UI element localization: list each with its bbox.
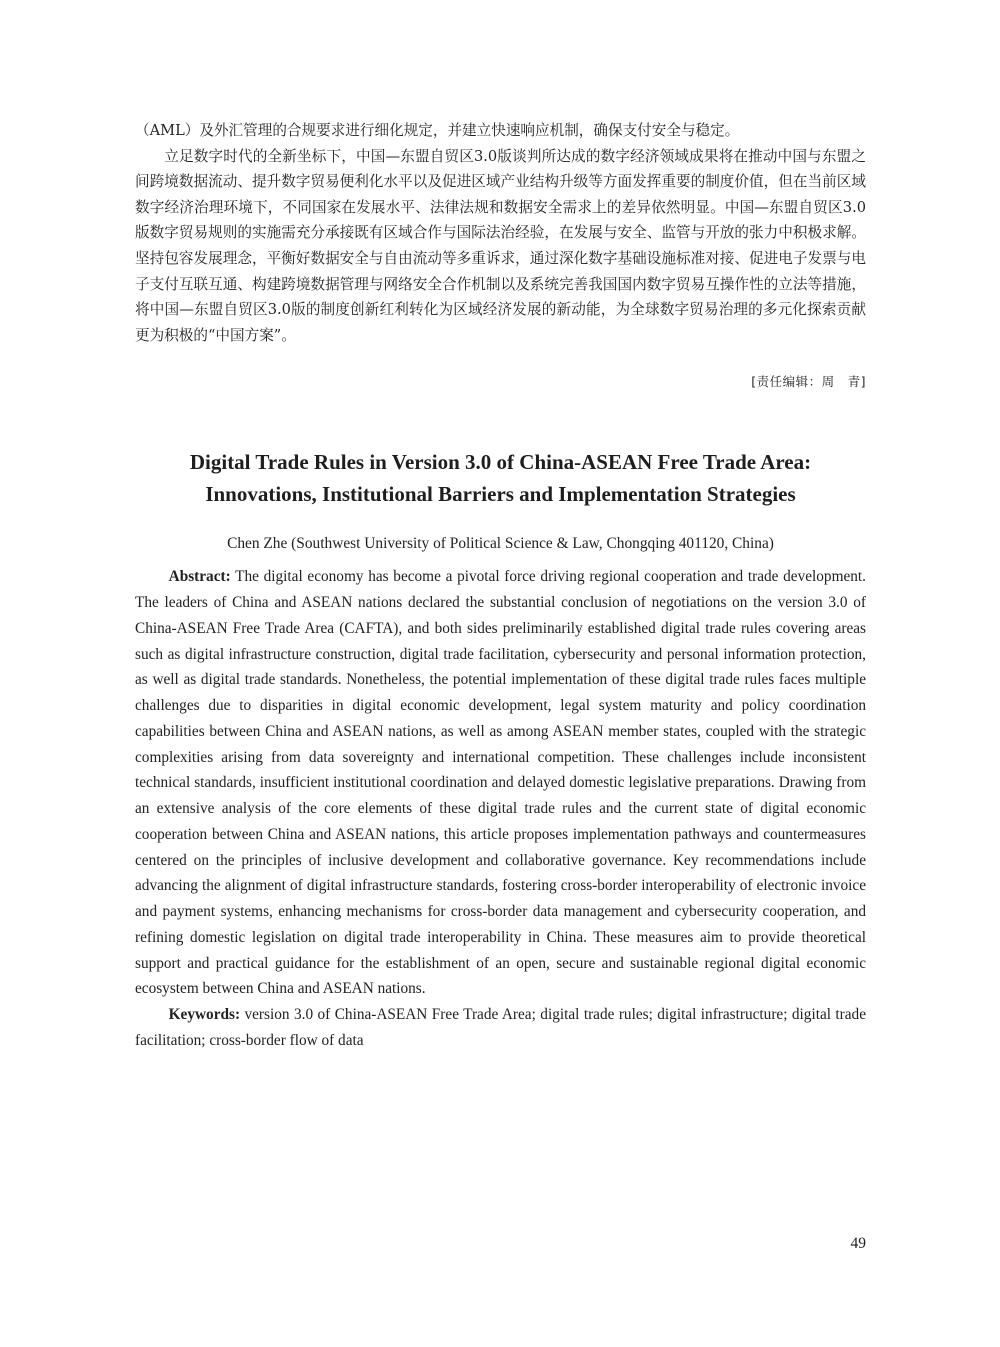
editor-credit: [责任编辑：周 青] (751, 374, 866, 390)
abstract-paragraph (135, 564, 866, 1002)
abstract-text: The digital economy has become a pivotal force driving regional cooperation and trade development. The leaders of China and ASEAN nations declared the substantial conclusion of negotiations on the version 3.0 of China-ASEAN Free Trade Area (CAFTA), and both sides preliminarily established digital trade rules covering areas such as digital infrastructure construction, digital trade facilitation, cybersecurity and personal information protection, as well as digital trade standards. Nonetheless, the potential implementation of these digital trade rules faces multiple challenges due to disparities in digital economic development, legal system maturity and policy coordination capabilities between China and ASEAN nations, as well as among ASEAN member states, coupled with the strategic complexities arising from data sovereignty and international competition. These challenges include inconsistent technical standards, insufficient institutional coordination and delayed domestic legislative preparations. Drawing from an extensive analysis of the core elements of these digital trade rules and the current state of digital economic cooperation between China and ASEAN nations, this article proposes implementation pathways and countermeasures centered on the principles of inclusive development and collaborative governance. Key recommendations include advancing the alignment of digital infrastructure standards, fostering cross-border interoperability of electronic invoice and payment systems, enhancing mechanisms for cross-border data management and cybersecurity cooperation, and refining domestic legislation on digital trade interoperability in China. These measures aim to provide theoretical support and practical guidance for the establishment of an open, secure and sustainable regional digital economic ecosystem between China and ASEAN nations. (135, 568, 866, 998)
title-line-1: Digital Trade Rules in Version 3.0 of China-ASEAN Free Trade Area: (189, 450, 812, 475)
chinese-paragraph-1: （AML）及外汇管理的合规要求进行细化规定，并建立快速响应机制，确保支付安全与稳定。 (135, 122, 740, 139)
page-number: 49 (850, 1235, 866, 1252)
english-title (135, 446, 866, 510)
page-body (135, 118, 866, 1054)
keywords-paragraph (135, 1002, 866, 1054)
abstract-label: Abstract: (168, 568, 231, 586)
chinese-paragraph-2: 立足数字时代的全新坐标下，中国—东盟自贸区3.0版谈判所达成的数字经济领域成果将在推动中国与东盟之间跨境数据流动、提升数字贸易便利化水平以及促进区域产业结构升级等方面发挥重要的制度价值，但在当前区域数字经济治理环境下，不同国家在发展水平、法律法规和数据安全需求上的差异依然明显。中国—东盟自贸区3.0版数字贸易规则的实施需充分承接既有区域合作与国际法治经验，在发展与安全、监管与开放的张力中积极求解。坚持包容发展理念，平衡好数据安全与自由流动等多重诉求，通过深化数字基础设施标准对接、促进电子发票与电子支付互联互通、构建跨境数据管理与网络安全合作机制以及系统完善我国国内数字贸易互操作性的立法等措施，将中国—东盟自贸区3.0版的制度创新红利转化为区域经济发展的新动能，为全球数字贸易治理的多元化探索贡献更为积极的“中国方案”。 (135, 147, 866, 344)
author-affiliation: Chen Zhe (Southwest University of Political Science & Law, Chongqing 401120, China) (227, 535, 774, 553)
keywords-label: Keywords: (168, 1006, 241, 1024)
title-line-2: Innovations, Institutional Barriers and Implementation Strategies (205, 482, 796, 507)
keywords-text: version 3.0 of China-ASEAN Free Trade Area; digital trade rules; digital infrastructure; digital trade facilitation; cross-border flow of data (135, 1006, 866, 1049)
